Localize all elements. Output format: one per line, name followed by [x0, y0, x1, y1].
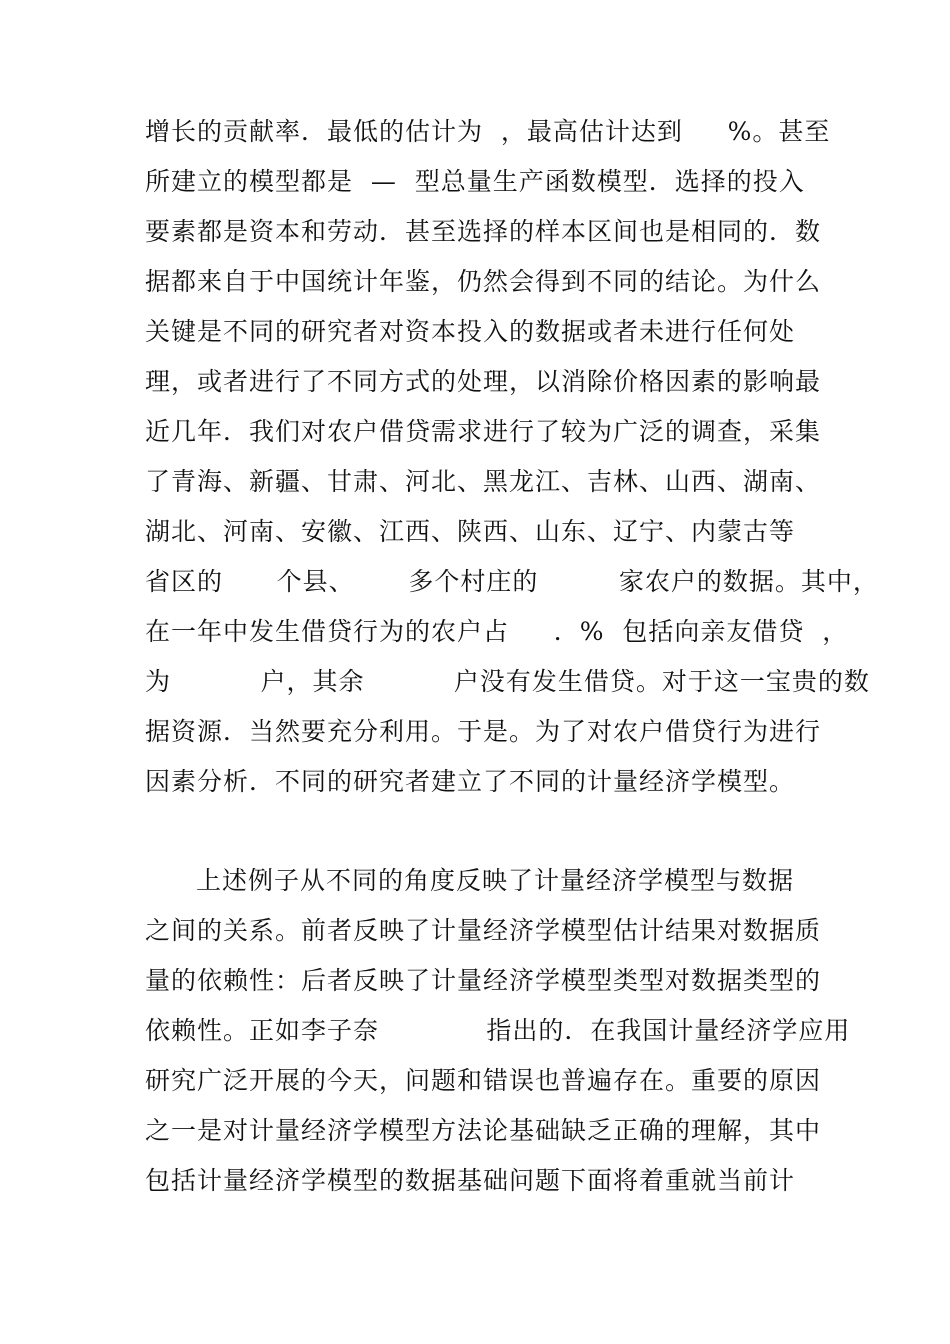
text-line: 之一是对计量经济学模型方法论基础缺乏正确的理解，其中 [145, 1116, 822, 1145]
text-line: 增长的贡献率．最低的估计为 ，最高估计达到 %。甚至 [145, 117, 831, 146]
text-line: 研究广泛开展的今天，问题和错误也普遍存在。重要的原因 [145, 1066, 822, 1095]
text-line: 量的依赖性：后者反映了计量经济学模型类型对数据类型的 [145, 966, 822, 995]
text-line: 省区的 个县、 多个村庄的 家农户的数据。其中， [145, 567, 879, 596]
text-line: 了青海、新疆、甘肃、河北、黑龙江、吉林、山西、湖南、 [145, 467, 822, 496]
text-line: 据资源．当然要充分利用。于是。为了对农户借贷行为进行 [145, 717, 822, 746]
text-line: 包括计量经济学模型的数据基础问题下面将着重就当前计 [145, 1166, 796, 1195]
text-line: 关键是不同的研究者对资本投入的数据或者未进行任何处 [145, 317, 796, 346]
text-line: 依赖性。正如李子奈 指出的．在我国计量经济学应用 [145, 1016, 851, 1045]
text-line: 理，或者进行了不同方式的处理，以消除价格因素的影响最 [145, 367, 822, 396]
text-line: 所建立的模型都是 — 型总量生产函数模型．选择的投入 [145, 167, 805, 196]
text-line: 因素分析．不同的研究者建立了不同的计量经济学模型。 [145, 767, 796, 796]
text-line: 上述例子从不同的角度反映了计量经济学模型与数据 [196, 866, 795, 895]
text-line: 在一年中发生借贷行为的农户占 ．% 包括向亲友借贷 ， [145, 617, 849, 646]
text-line: 要素都是资本和劳动．甚至选择的样本区间也是相同的．数 [145, 217, 822, 246]
text-line: 近几年．我们对农户借贷需求进行了较为广泛的调查，采集 [145, 417, 822, 446]
text-line: 据都来自于中国统计年鉴，仍然会得到不同的结论。为什么 [145, 267, 822, 296]
text-line: 之间的关系。前者反映了计量经济学模型估计结果对数据质 [145, 916, 822, 945]
text-line: 为 户，其余 户没有发生借贷。对于这一宝贵的数 [145, 667, 870, 696]
text-line: 湖北、河南、安徽、江西、陕西、山东、辽宁、内蒙古等 [145, 517, 796, 546]
